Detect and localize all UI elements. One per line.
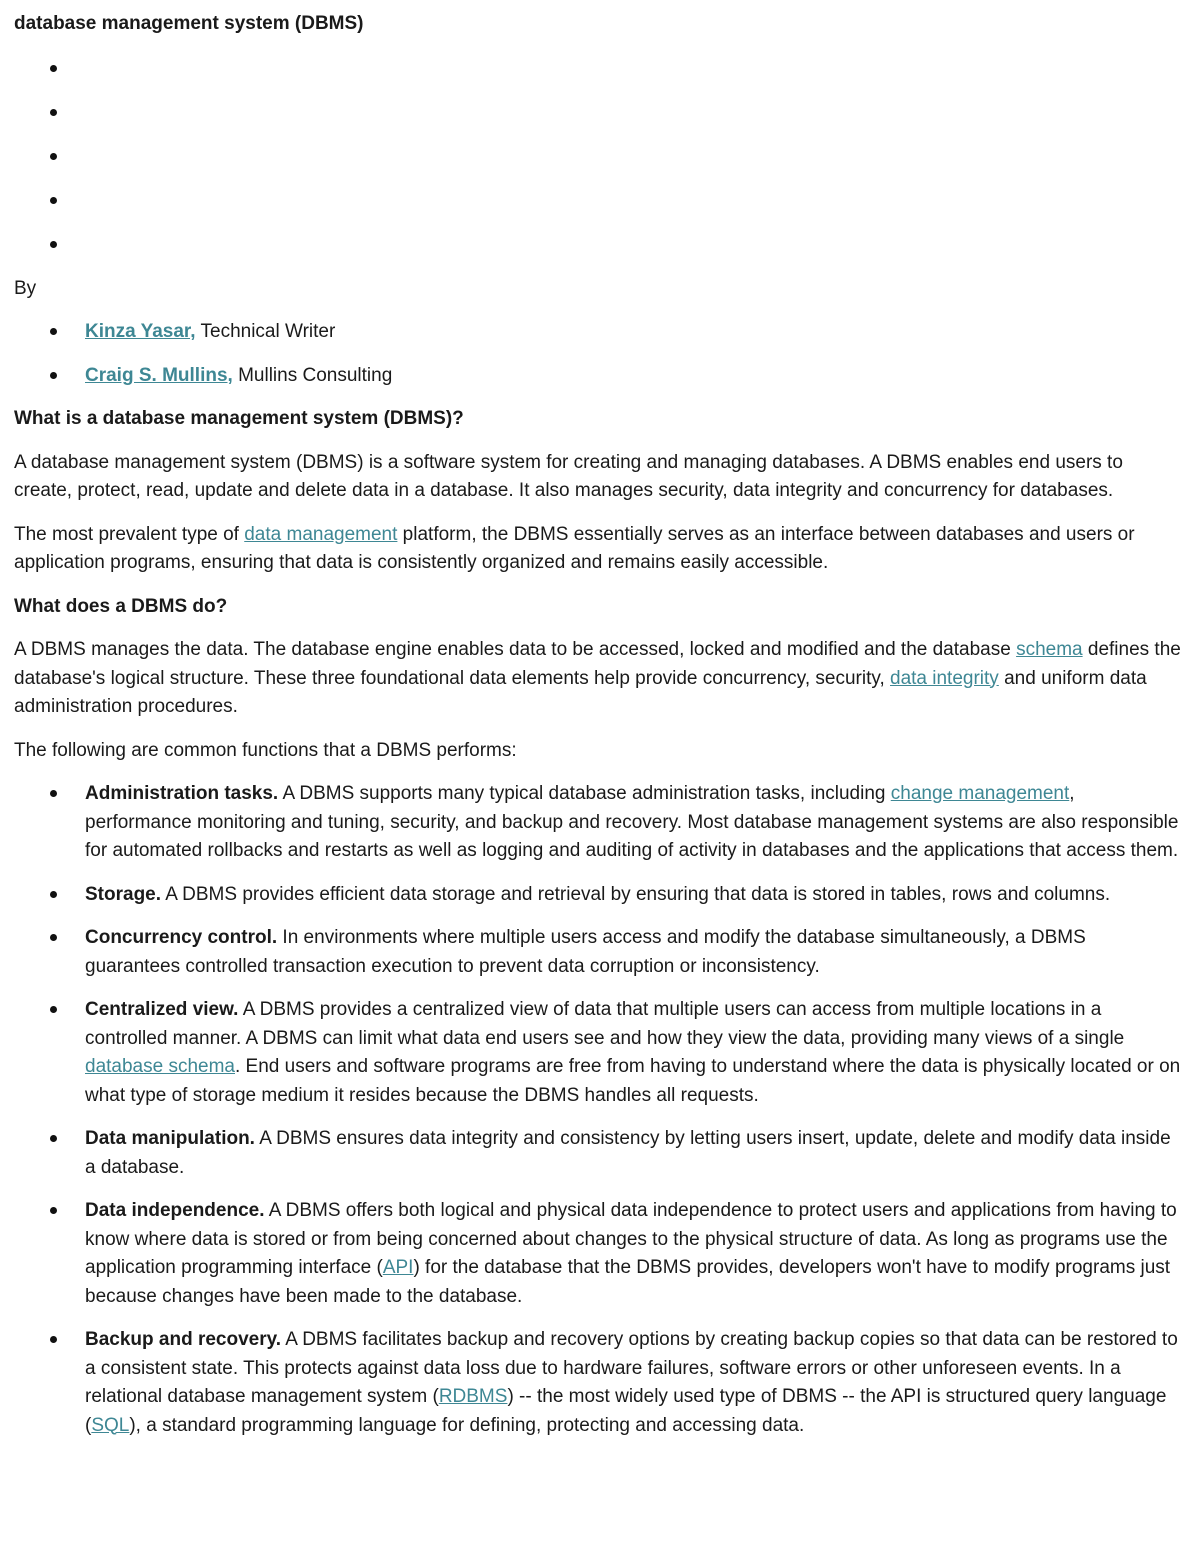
paragraph: A DBMS manages the data. The database engine enables data to be accessed, locked and modified and the database schema defines the database's logical structure. These three foundational data elements help provide concurrency, security, data integrity and uniform data administration procedures. bbox=[14, 639, 1181, 717]
section-heading-what-does-dbms-do: What does a DBMS do? bbox=[14, 595, 228, 617]
list-item bbox=[85, 55, 1184, 84]
data-integrity-link[interactable]: data integrity bbox=[890, 667, 999, 689]
article bbox=[14, 10, 1184, 1455]
list-item bbox=[85, 99, 1184, 128]
paragraph: The most prevalent type of data management platform, the DBMS essentially serves as an interface between databases and users or application programs, ensuring that data is consistently organized and remains easily accessible. bbox=[14, 523, 1135, 573]
dbms-functions-list bbox=[14, 780, 1184, 1440]
data-management-link[interactable]: data management bbox=[244, 523, 398, 545]
author-link-kinza-yasar[interactable]: Kinza Yasar, bbox=[85, 321, 196, 342]
page-title: database management system (DBMS) bbox=[14, 13, 364, 34]
author-link-craig-mullins[interactable]: Craig S. Mullins, bbox=[85, 364, 233, 386]
schema-link[interactable]: schema bbox=[1016, 639, 1083, 660]
list-item: Administration tasks. A DBMS supports many typical database administration tasks, including change management, performance monitoring and tuning, security, and backup and recovery. Most database management systems are also responsible for automated rollbacks and restarts as well as logging and auditing of activity in databases and the applications that access them. bbox=[85, 780, 1184, 866]
api-link[interactable]: API bbox=[382, 1257, 414, 1278]
list-item: Concurrency control. In environments where multiple users access and modify the database simultaneously, a DBMS guarantees controlled transaction execution to prevent data corruption or inconsistency. bbox=[85, 924, 1184, 981]
paragraph: A database management system (DBMS) is a software system for creating and managing databases. A DBMS enables end users to create, protect, read, update and delete data in a database. It also manages security, data integrity and concurrency for databases. bbox=[14, 451, 1123, 501]
change-management-link[interactable]: change management bbox=[890, 783, 1070, 804]
list-item: Storage. A DBMS provides efficient data storage and retrieval by ensuring that data is stored in tables, rows and columns. bbox=[85, 881, 1184, 910]
list-item bbox=[85, 231, 1184, 260]
list-item: Centralized view. A DBMS provides a centralized view of data that multiple users can access from multiple locations in a controlled manner. A DBMS can limit what data end users see and how they view the data, providing many views of a single database schema. End users and software programs are free from having to understand where the data is physically located or on what type of storage medium it resides because the DBMS handles all requests. bbox=[85, 996, 1184, 1110]
list-item bbox=[85, 187, 1184, 216]
list-item: Data independence. A DBMS offers both logical and physical data independence to protect users and applications from having to know where data is stored or from being concerned about changes to the physical structure of data. As long as programs use the application programming interface (API) for the database that the DBMS provides, developers won't have to modify programs just because changes have been made to the database. bbox=[85, 1197, 1184, 1311]
list-item: Backup and recovery. A DBMS facilitates backup and recovery options by creating backup copies so that data can be restored to a consistent state. This protects against data loss due to hardware failures, software errors or other unforeseen events. In a relational database management system (RDBMS) -- the most widely used type of DBMS -- the API is structured query language (SQL), a standard programming language for defining, protecting and accessing data. bbox=[85, 1326, 1184, 1440]
author-role: Technical Writer bbox=[200, 321, 336, 342]
byline-label: By bbox=[14, 277, 37, 299]
author-role: Mullins Consulting bbox=[238, 364, 393, 386]
sql-link[interactable]: SQL bbox=[91, 1414, 130, 1436]
section-heading-what-is-dbms: What is a database management system (DBMS)? bbox=[14, 408, 464, 429]
author-item bbox=[85, 318, 1184, 347]
empty-bullet-list bbox=[14, 55, 1184, 260]
database-schema-link[interactable]: database schema bbox=[85, 1056, 235, 1077]
list-item bbox=[85, 143, 1184, 172]
author-list bbox=[14, 318, 1184, 390]
paragraph: The following are common functions that a DBMS performs: bbox=[14, 739, 517, 761]
author-item bbox=[85, 362, 1184, 391]
rdbms-link[interactable]: RDBMS bbox=[438, 1386, 508, 1407]
list-item: Data manipulation. A DBMS ensures data integrity and consistency by letting users insert, update, delete and modify data inside a database. bbox=[85, 1125, 1184, 1182]
